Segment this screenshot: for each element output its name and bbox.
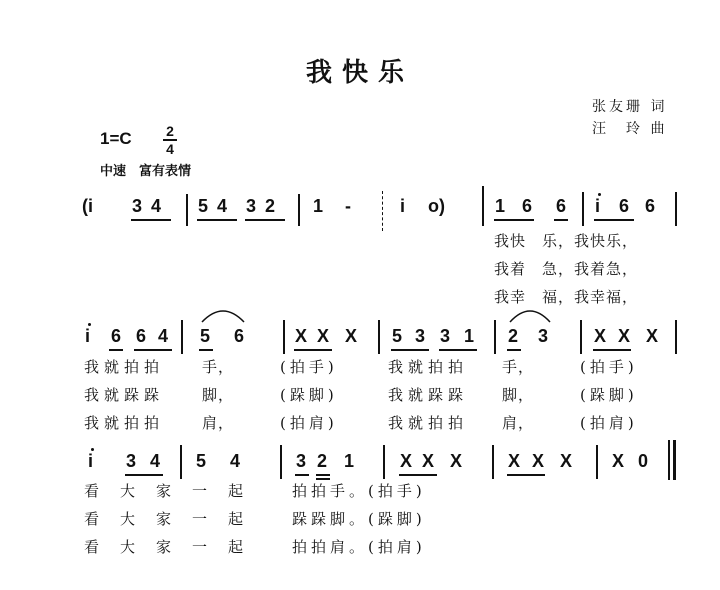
- barline: [596, 445, 598, 479]
- barline: [492, 445, 494, 479]
- lyric-segment: 我就拍拍: [84, 414, 165, 432]
- beam-underline: [554, 219, 568, 221]
- tempo-marking: 中速 富有表情: [100, 164, 192, 179]
- lyric-line: 我快 乐，我快乐，: [494, 232, 639, 250]
- note: 3: [126, 451, 137, 471]
- barline: [580, 320, 582, 354]
- composer-credit: 汪 玲 曲: [592, 121, 668, 137]
- clap-x: X: [508, 451, 521, 471]
- lyric-segment: (拍肩): [580, 414, 638, 432]
- clap-x: X: [295, 326, 308, 346]
- lyric-segment: 看大家一起: [84, 538, 265, 556]
- note: 5: [392, 326, 403, 346]
- beam-underline: [507, 474, 545, 476]
- clap-x: X: [646, 326, 659, 346]
- lyric-segment: 我就跺跺: [388, 386, 469, 404]
- barline: [383, 445, 385, 479]
- time-signature: [163, 124, 177, 156]
- clap-x: X: [400, 451, 413, 471]
- lyric-segment: 拍拍手。(拍手): [292, 482, 426, 500]
- lyric-segment: 跺跺脚。(跺脚): [292, 510, 426, 528]
- lyric-segment: (跺脚): [580, 386, 638, 404]
- note: 1: [344, 451, 355, 471]
- note: i: [400, 196, 406, 216]
- slur: [508, 306, 552, 324]
- note: 3: [415, 326, 426, 346]
- lyric-segment: (拍肩): [280, 414, 338, 432]
- lyric-segment: (拍手): [280, 358, 338, 376]
- barline: [582, 192, 584, 226]
- note: 3: [538, 326, 549, 346]
- note: 4: [158, 326, 169, 346]
- note: 2: [508, 326, 519, 346]
- note: 5: [200, 326, 211, 346]
- high-octave-dot: [598, 193, 601, 196]
- lyric-segment: 我就拍拍: [84, 358, 165, 376]
- beam-underline: [199, 349, 213, 351]
- beam-underline: [294, 349, 332, 351]
- lyric-segment: 肩，: [202, 414, 235, 432]
- note: 6: [619, 196, 630, 216]
- note: 3 4: [132, 196, 162, 216]
- lyric-segment: 我就拍拍: [388, 358, 469, 376]
- beam-underline: [245, 219, 285, 221]
- beam-underline: [391, 349, 429, 351]
- note: i: [595, 196, 601, 216]
- note: i: [88, 451, 94, 471]
- lyric-line: 我着 急，我着急，: [494, 260, 639, 278]
- lyric-segment: (拍手): [580, 358, 638, 376]
- final-barline-thin: [668, 440, 670, 480]
- clap-x: X: [317, 326, 330, 346]
- note: (i: [82, 196, 93, 216]
- barline: [675, 320, 677, 354]
- beam-underline: [109, 349, 123, 351]
- clap-x: X: [532, 451, 545, 471]
- barline: [283, 320, 285, 354]
- beam-underline: [131, 219, 171, 221]
- clap-x: X: [345, 326, 358, 346]
- note: 6: [556, 196, 567, 216]
- note: 3: [440, 326, 451, 346]
- lyric-line: 我幸 福，我幸福，: [494, 288, 639, 306]
- beam-underline: [134, 349, 172, 351]
- clap-x: X: [422, 451, 435, 471]
- barline: [675, 192, 677, 226]
- note: 3: [296, 451, 307, 471]
- time-signature-top: 2: [166, 123, 174, 139]
- note: 5: [196, 451, 207, 471]
- beam-underline: [507, 349, 521, 351]
- key-signature: 1=C: [100, 129, 132, 148]
- barline: [280, 445, 282, 479]
- barline: [180, 445, 182, 479]
- clap-x: X: [560, 451, 573, 471]
- note: 6: [136, 326, 147, 346]
- barline: [298, 194, 300, 226]
- note: 4: [230, 451, 241, 471]
- barline: [482, 186, 484, 226]
- note: 1: [313, 196, 324, 216]
- note: 1: [464, 326, 475, 346]
- lyric-segment: 脚，: [202, 386, 235, 404]
- lyric-segment: 看大家一起: [84, 510, 265, 528]
- beam-underline: [593, 349, 631, 351]
- lyric-segment: 肩，: [502, 414, 535, 432]
- beam-underline: [594, 219, 634, 221]
- high-octave-dot: [91, 448, 94, 451]
- beam-underline: [125, 474, 163, 476]
- slur: [200, 306, 246, 324]
- lyric-segment: 手，: [202, 358, 235, 376]
- note: 2: [317, 451, 328, 471]
- lyric-segment: 拍拍肩。(拍肩): [292, 538, 426, 556]
- note: o): [428, 196, 445, 216]
- note: 4: [150, 451, 161, 471]
- high-octave-dot: [88, 323, 91, 326]
- dashed-barline: [382, 191, 383, 231]
- lyric-segment: 脚，: [502, 386, 535, 404]
- note: 6: [645, 196, 656, 216]
- note: 6: [522, 196, 533, 216]
- clap-x: X: [612, 451, 625, 471]
- clap-x: X: [450, 451, 463, 471]
- lyric-segment: 手，: [502, 358, 535, 376]
- lyric-segment: 我就跺跺: [84, 386, 165, 404]
- note: 6: [111, 326, 122, 346]
- beam-underline: [494, 219, 534, 221]
- lyricist-credit: 张友珊 词: [592, 99, 668, 115]
- clap-x: X: [594, 326, 607, 346]
- lyric-segment: (跺脚): [280, 386, 338, 404]
- clap-x: X: [618, 326, 631, 346]
- lyric-segment: 我就拍拍: [388, 414, 469, 432]
- barline: [181, 320, 183, 354]
- song-title: 我快乐: [305, 58, 414, 88]
- beam-underline: [316, 474, 330, 476]
- beam-underline: [295, 474, 309, 476]
- time-signature-bottom: 4: [166, 140, 174, 157]
- barline: [186, 194, 188, 226]
- beam-underline: [399, 474, 437, 476]
- note: 1: [495, 196, 506, 216]
- dash: -: [345, 196, 351, 216]
- note: 3 2: [246, 196, 276, 216]
- note: i: [85, 326, 91, 346]
- barline: [378, 320, 380, 354]
- barline: [494, 320, 496, 354]
- note: 5 4: [198, 196, 228, 216]
- final-barline-thick: [673, 440, 676, 480]
- note: 6: [234, 326, 245, 346]
- rest: 0: [638, 451, 649, 471]
- beam-underline: [197, 219, 237, 221]
- lyric-segment: 看大家一起: [84, 482, 265, 500]
- beam-underline: [439, 349, 477, 351]
